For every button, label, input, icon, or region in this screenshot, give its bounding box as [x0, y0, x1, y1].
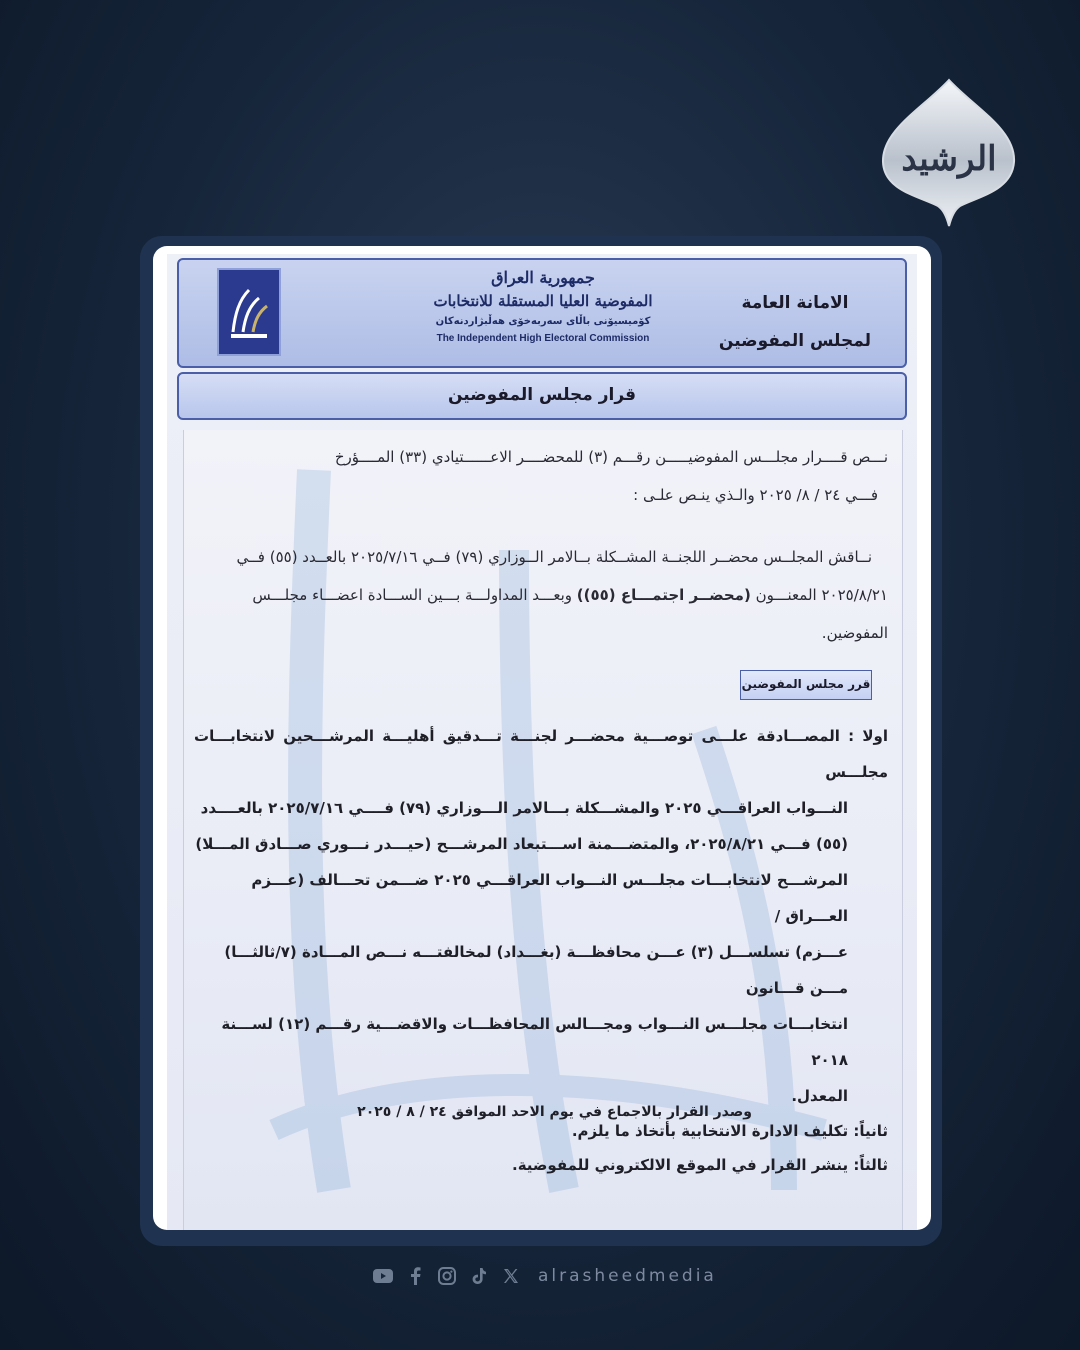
decision-document: [167, 254, 917, 1230]
document-title: قرار مجلس المفوضين: [177, 372, 907, 420]
svg-text:الرشيد: الرشيد: [901, 139, 997, 179]
item-two: ثانياً: تكليف الادارة الانتخابية بأتخاذ ما يلزم.: [571, 1122, 888, 1140]
discussion-line3: المفوضين.: [821, 624, 888, 642]
signoff-line: وصدر القرار بالاجماع في يوم الاحد الموافق ٢٤ / ٨ / ٢٠٢٥: [357, 1104, 752, 1120]
item-one-cont-5: انتخابـــات مجلـــس النـــواب ومجـــالس المحافظـــات والاقضـــية رقـــم (١٢) لســـنة ٢٠١٨: [221, 1015, 848, 1069]
ihec-logo-icon: [217, 268, 281, 356]
item-one: [194, 718, 888, 790]
tiktok-icon[interactable]: [468, 1265, 490, 1287]
item-one-continuation: [194, 790, 888, 1114]
brand-handle[interactable]: alrasheedmedia: [538, 1266, 717, 1286]
document-header: [177, 258, 907, 368]
item-one-cont-2: (٥٥) فـــي ٢٠٢٥/٨/٢١، والمتضـــمنة اســـتبعاد المرشـــح (حيـــدر نـــوري صـــادق المـــلا): [195, 835, 848, 853]
youtube-icon[interactable]: [372, 1265, 394, 1287]
discussion-line2b: وبعـــد المداولـــة بـــين الســـادة اعضـــاء مجلـــس: [252, 586, 577, 604]
alrasheed-logo: [880, 78, 1018, 228]
commission-name-ku: كۆمیسیۆنی باڵای سەربەخۆی هەڵبژاردنەکان: [435, 316, 651, 327]
commission-name-ar: المفوضية العليا المستقلة للانتخابات: [433, 292, 653, 310]
intro-line2: فـــي ٢٤ / ٨/ ٢٠٢٥ والـذي ينـص علـى :: [633, 486, 878, 504]
commission-name-en: The Independent High Electoral Commission: [436, 333, 650, 344]
secretariat-line2: لمجلس المفوضين: [718, 331, 871, 351]
secretariat-line1: الامانة العامة: [741, 293, 849, 313]
instagram-icon[interactable]: [436, 1265, 458, 1287]
discussion-paragraph: [194, 538, 888, 652]
discussion-line2-bold: (محضــر اجتمـــاع (٥٥)): [576, 586, 751, 604]
social-bar: [372, 1264, 717, 1288]
item-one-line: المصـــادقة علـــى توصـــية محضـــر لجنـــة تـــدقيق أهليـــة المرشـــحين لانتخابـــات مجلـــس: [194, 727, 888, 781]
intro-paragraph: [194, 438, 888, 514]
discussion-line2a: ٢٠٢٥/٨/٢١ المعنـــون: [750, 586, 888, 604]
intro-line1: نـــص قــــرار مجلـــس المفوضيـــــن رقـــم (٣) للمحضــــر الاعــــــتيادي (٣٣) المــــؤرخ: [334, 448, 888, 466]
item-one-cont-6: المعدل.: [791, 1087, 848, 1105]
item-three: ثالثاً: ينشر القرار في الموقع الالكتروني للمفوضية.: [512, 1156, 888, 1174]
commission-emblem: [423, 266, 663, 346]
document-card: [153, 246, 931, 1230]
document-body: [183, 430, 903, 1230]
item-one-prefix: اولا :: [839, 727, 888, 745]
item-one-cont-3: المرشـــح لانتخابـــات مجلـــس النـــواب العراقـــي ٢٠٢٥ ضـــمن تحـــالف (عـــزم العـــراق /: [251, 871, 848, 925]
decided-label: قرر مجلس المفوضين: [740, 670, 872, 700]
secretariat-label: [719, 284, 871, 360]
facebook-icon[interactable]: [404, 1265, 426, 1287]
republic-name: جمهورية العراق: [491, 268, 595, 287]
item-one-cont-4: عـــزم) تسلســـل (٣) عـــن محافظـــة (بغـــداد) لمخالفتـــه نـــص المـــادة (٧/ثالثـــا) مـــن قـــانون: [224, 943, 848, 997]
x-icon[interactable]: [500, 1265, 522, 1287]
item-one-cont-1: النـــواب العراقـــي ٢٠٢٥ والمشـــكلة بـــالامر الـــوزاري (٧٩) فــــي ٢٠٢٥/٧/١٦ بالعــــدد: [200, 799, 848, 817]
discussion-line1: نــاقش المجلــس محضــر اللجنــة المشــكلة بــالامر الــوزاري (٧٩) فــي ٢٠٢٥/٧/١٦ بالعــدد (٥٥) فــي: [236, 548, 872, 566]
